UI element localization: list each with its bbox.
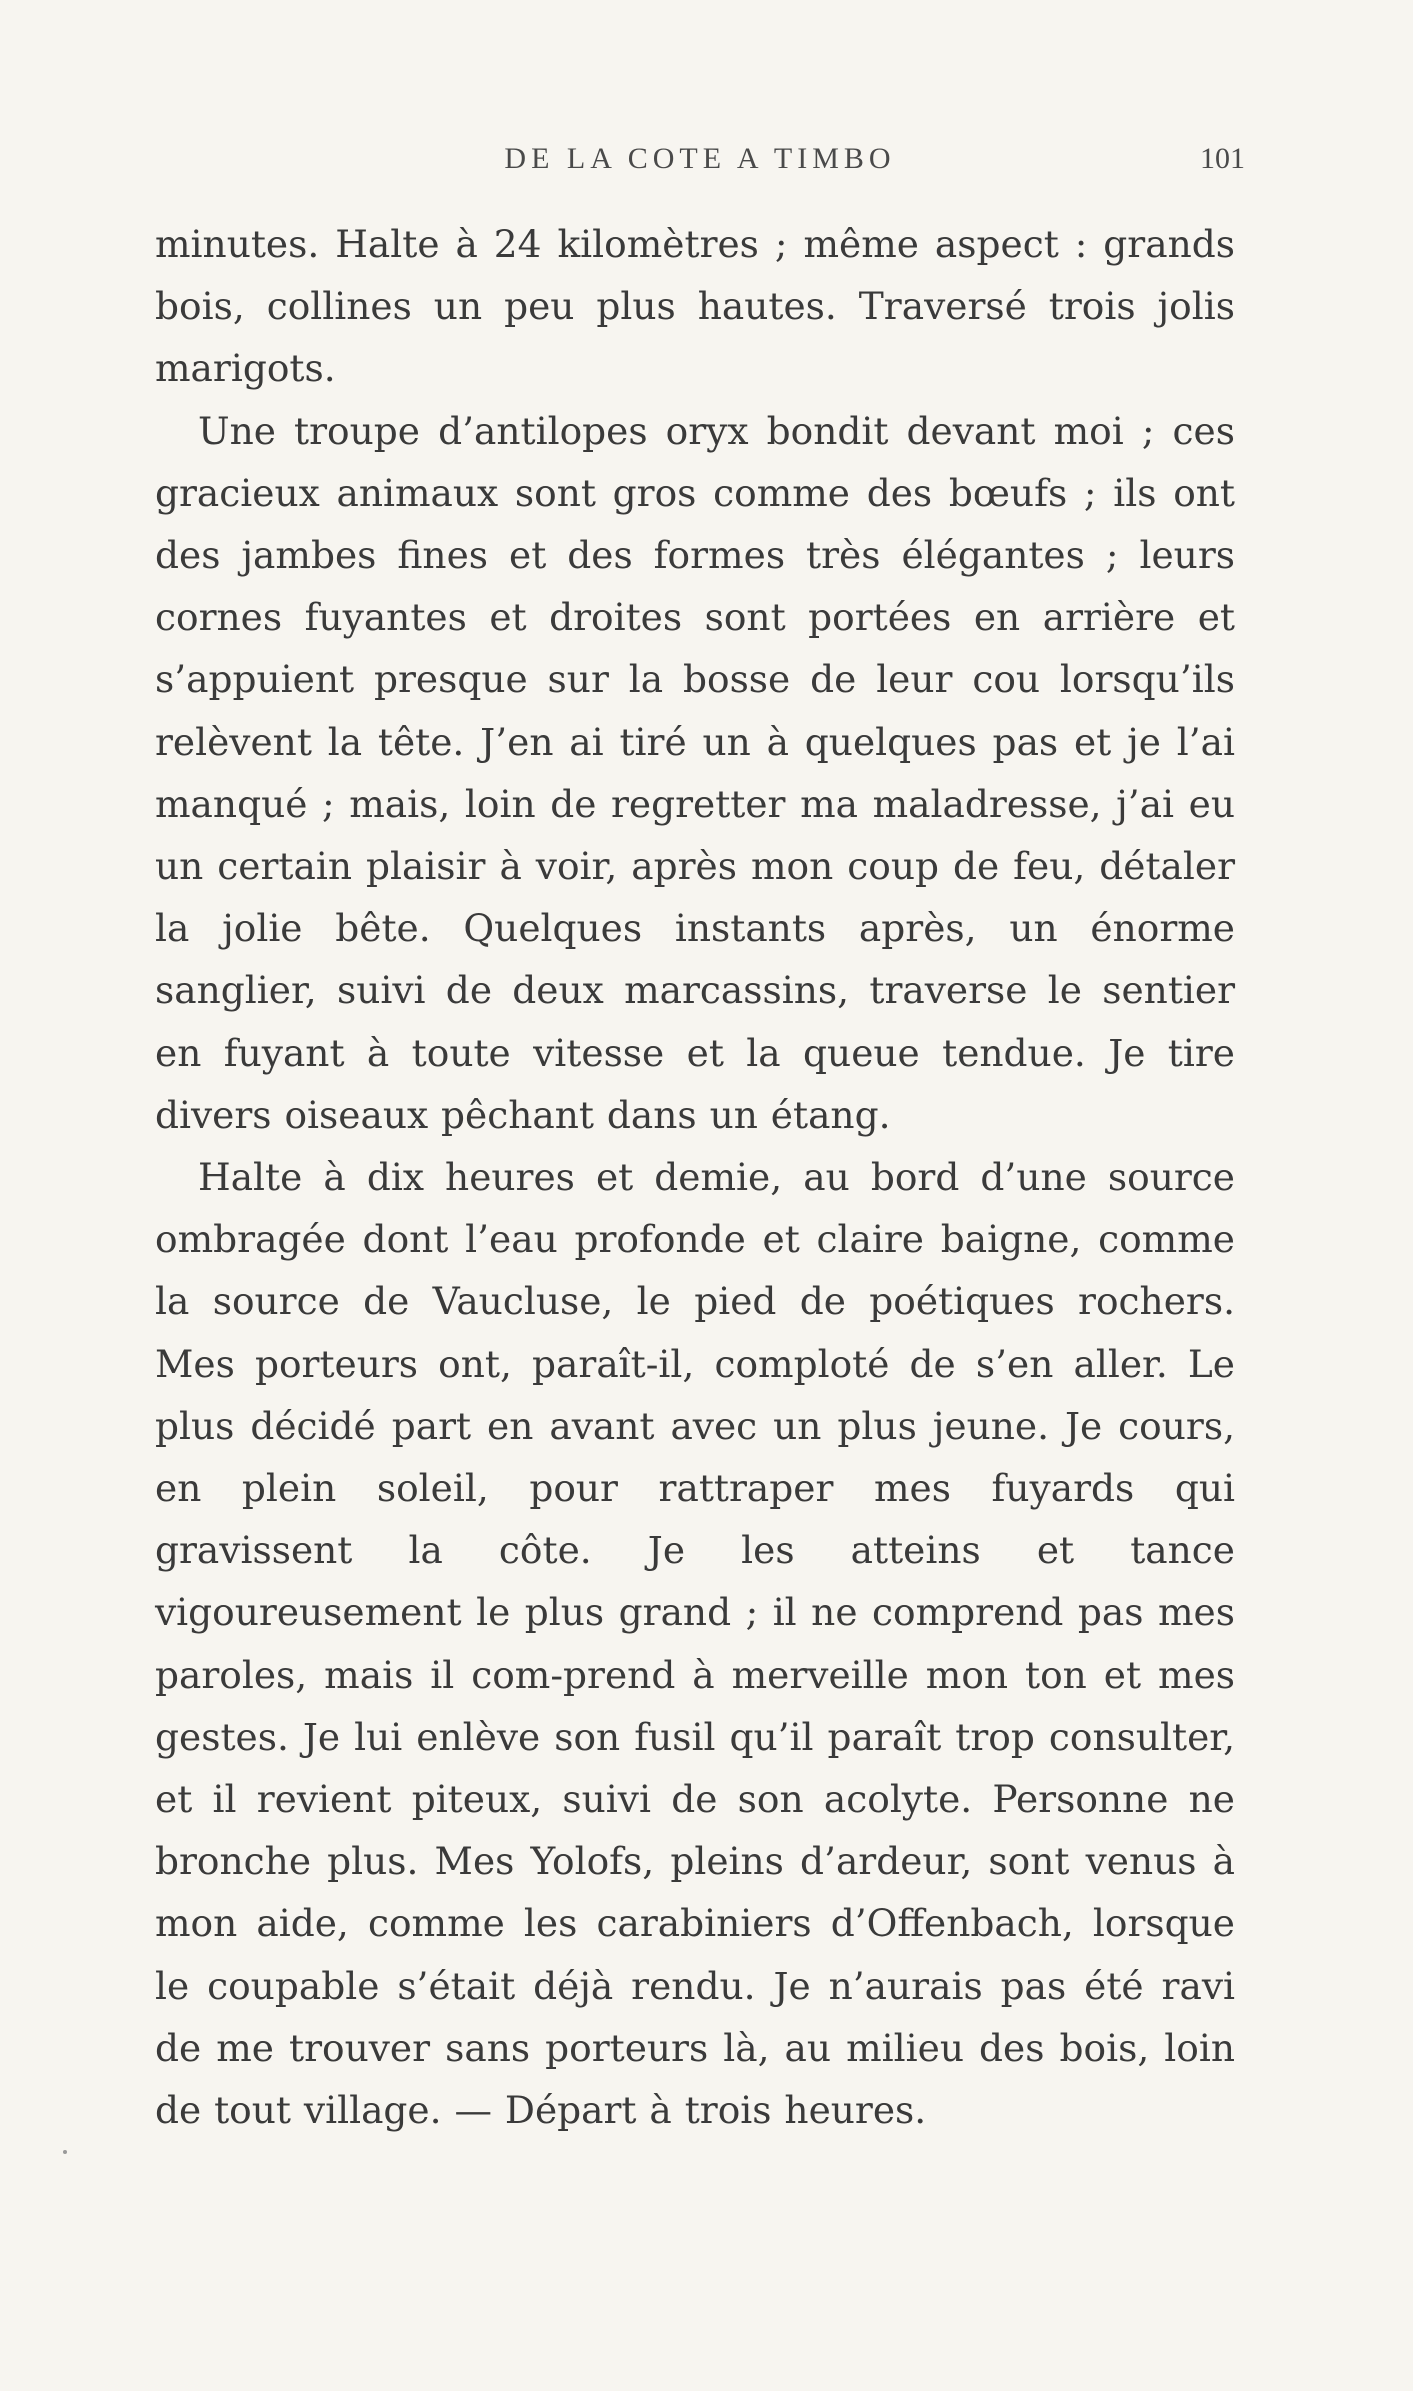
running-title: DE LA COTE A TIMBO <box>504 142 896 175</box>
paper-speck <box>63 2150 67 2154</box>
paragraph-1: minutes. Halte à 24 kilomètres ; même aspect : grands bois, collines un peu plus hautes. Traversé trois jolis marigots. <box>155 222 1235 391</box>
paragraph-2: Une troupe d’antilopes oryx bondit devant moi ; ces gracieux animaux sont gros comme des bœufs ; ils ont des jambes fines et des formes très élégantes ; leurs cornes fuyantes et droites sont portées en arrière et s’appuient presque sur la bosse de leur cou lorsqu’ils relèvent la tête. J’en ai tiré un à quelques pas et je l’ai manqué ; mais, loin de regretter ma maladresse, j’ai eu un certain plaisir à voir, après mon coup de feu, détaler la jolie bête. Quelques instants après, un énorme sanglier, suivi de deux marcassins, traverse le sentier en fuyant à toute vitesse et la queue tendue. Je tire divers oiseaux pêchant dans un étang. <box>155 408 1235 1137</box>
running-head <box>155 142 1245 182</box>
text-body <box>155 213 1235 2141</box>
paragraph-3: Halte à dix heures et demie, au bord d’une source ombragée dont l’eau profonde et claire baigne, comme la source de Vaucluse, le pied de poétiques rochers. Mes porteurs ont, paraît-il, comploté de s’en aller. Le plus décidé part en avant avec un plus jeune. Je cours, en plein soleil, pour rattraper mes fuyards qui gravissent la côte. Je les atteins et tance vigoureusement le plus grand ; il ne comprend pas mes paroles, mais il com-prend à merveille mon ton et mes gestes. Je lui enlève son fusil qu’il paraît trop consulter, et il revient piteux, suivi de son acolyte. Personne ne bronche plus. Mes Yolofs, pleins d’ardeur, sont venus à mon aide, comme les carabiniers d’Offenbach, lorsque le coupable s’était déjà rendu. Je n’aurais pas été ravi de me trouver sans porteurs là, au milieu des bois, loin de tout village. — Départ à trois heures. <box>155 1155 1235 2133</box>
page-number: 101 <box>1200 142 1245 175</box>
